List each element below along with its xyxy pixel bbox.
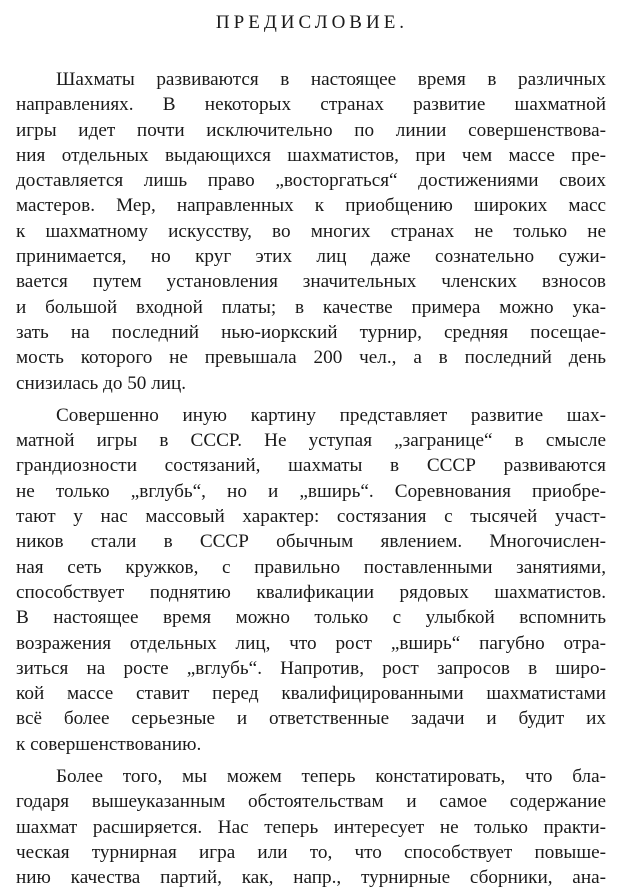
text-line: тают у нас массовый характер: состязания с тысячей участ- bbox=[16, 506, 606, 528]
page-title: ПРЕДИСЛОВИЕ. bbox=[215, 12, 409, 33]
text-line: Более того, мы можем теперь констатировать, что бла- bbox=[56, 766, 606, 788]
text-line: годаря вышеуказанным обстоятельствам и самое содержание bbox=[16, 791, 606, 813]
text-line: снизилась до 50 лиц. bbox=[16, 372, 187, 394]
paragraph bbox=[16, 764, 606, 890]
text-line: принимается, но круг этих лиц даже сознательно сужи- bbox=[16, 246, 606, 268]
text-line: зать на последний нью-иоркский турнир, средняя посещае- bbox=[16, 321, 606, 343]
text-line: доставляется лишь право „восторгаться“ достижениями своих bbox=[16, 170, 606, 192]
text-line: направлениях. В некоторых странах развитие шахматной bbox=[16, 94, 606, 116]
text-line: возражения отдельных лиц, что рост „вширь“ пагубно отра- bbox=[16, 632, 606, 654]
text-line: матной игры в СССР. Не уступая „загранице“ в смысле bbox=[16, 430, 606, 452]
paragraph bbox=[16, 67, 606, 396]
text-line: зиться на росте „вглубь“. Напротив, рост запросов в широ- bbox=[16, 657, 606, 679]
text-line: ников стали в СССР обычным явлением. Многочислен- bbox=[16, 531, 606, 553]
document-page bbox=[16, 0, 606, 891]
text-line: грандиозности состязаний, шахматы в СССР развиваются bbox=[16, 455, 606, 477]
text-line: не только „вглубь“, но и „вширь“. Соревнования приобре- bbox=[16, 480, 606, 502]
text-line: ния отдельных выдающихся шахматистов, при чем массе пре- bbox=[16, 144, 606, 166]
text-line: и большой входной платы; в качестве примера можно ука- bbox=[16, 296, 606, 318]
paragraph bbox=[16, 403, 606, 757]
text-line: Шахматы развиваются в настоящее время в различных bbox=[56, 69, 606, 90]
text-line: мастеров. Мер, направленных к приобщению широких масс bbox=[16, 195, 606, 217]
text-line: игры идет почти исключительно по линии совершенствова- bbox=[16, 119, 606, 141]
text-line: нию качества партий, как, напр., турнирные сборники, ана- bbox=[16, 867, 606, 889]
text-line: ная сеть кружков, с правильно поставленными занятиями, bbox=[16, 556, 606, 578]
text-line: способствует поднятию квалификации рядовых шахматистов. bbox=[16, 581, 606, 603]
text-line: всё более серьезные и ответственные задачи и будит их bbox=[16, 708, 606, 730]
text-line: мость которого не превышала 200 чел., а в последний день bbox=[16, 347, 606, 369]
text-line: кой массе ставит перед квалифицированными шахматистами bbox=[16, 683, 606, 705]
text-line: к совершенствованию. bbox=[16, 733, 202, 755]
text-line: В настоящее время можно только с улыбкой вспомнить bbox=[16, 607, 606, 629]
text-line: шахмат расширяется. Нас теперь интересует не только практи- bbox=[16, 816, 606, 838]
text-line: Совершенно иную картину представляет развитие шах- bbox=[56, 404, 606, 426]
text-line: вается путем установления значительных членских взносов bbox=[16, 271, 606, 293]
text-line: ческая турнирная игра или то, что способствует повыше- bbox=[16, 841, 606, 863]
text-line: к шахматному искусству, во многих странах не только не bbox=[16, 220, 606, 242]
